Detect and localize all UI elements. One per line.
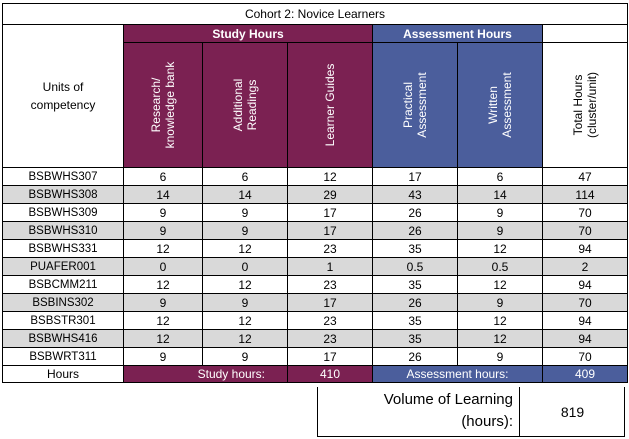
col-total-line2: (cluster/unit)	[585, 71, 599, 139]
written-value: 0.5	[458, 258, 543, 276]
research-value: 12	[124, 312, 203, 330]
col-total	[543, 43, 628, 168]
practical-value: 0.5	[373, 258, 458, 276]
unit-code: BSBWHS331	[3, 240, 124, 258]
col-research-line1: Research/	[149, 77, 163, 133]
total-group-blank	[543, 25, 628, 43]
volume-label-line2: (hours):	[461, 413, 513, 430]
written-value: 12	[458, 312, 543, 330]
col-readings	[203, 43, 288, 168]
unit-code: BSBWHS308	[3, 186, 124, 204]
col-guides-line1: Learner Guides	[323, 63, 337, 147]
written-value: 12	[458, 330, 543, 348]
units-header	[3, 25, 124, 168]
hours-table	[2, 3, 628, 383]
unit-code: BSBWHS309	[3, 204, 124, 222]
guides-value: 17	[288, 204, 373, 222]
guides-value: 17	[288, 294, 373, 312]
units-header-line1: Units of	[42, 80, 84, 94]
col-practical-line1: Practical	[401, 82, 415, 129]
study-hours-value: 410	[288, 366, 373, 383]
written-value: 12	[458, 240, 543, 258]
total-value: 94	[543, 240, 628, 258]
units-header-line2: competency	[30, 98, 96, 112]
total-value: 2	[543, 258, 628, 276]
written-value: 6	[458, 168, 543, 186]
guides-value: 12	[288, 168, 373, 186]
practical-value: 35	[373, 276, 458, 294]
study-hours-label: Study hours:	[124, 366, 288, 383]
table-row	[3, 276, 628, 294]
unit-code: BSBWHS310	[3, 222, 124, 240]
col-total-line1: Total Hours	[571, 74, 585, 136]
readings-value: 12	[203, 276, 288, 294]
table-row	[3, 312, 628, 330]
table-row	[3, 168, 628, 186]
unit-code: PUAFER001	[3, 258, 124, 276]
readings-value: 12	[203, 330, 288, 348]
assessment-hours-group: Assessment Hours	[373, 25, 543, 43]
readings-value: 14	[203, 186, 288, 204]
readings-value: 0	[203, 258, 288, 276]
table-row	[3, 204, 628, 222]
col-practical-line2: Assessment	[415, 72, 429, 138]
research-value: 12	[124, 276, 203, 294]
research-value: 0	[124, 258, 203, 276]
research-value: 14	[124, 186, 203, 204]
unit-code: BSBSTR301	[3, 312, 124, 330]
unit-code: BSBWHS416	[3, 330, 124, 348]
practical-value: 43	[373, 186, 458, 204]
col-practical	[373, 43, 458, 168]
research-value: 9	[124, 348, 203, 366]
practical-value: 35	[373, 240, 458, 258]
table-row	[3, 294, 628, 312]
research-value: 9	[124, 204, 203, 222]
written-value: 9	[458, 348, 543, 366]
readings-value: 6	[203, 168, 288, 186]
volume-value: 819	[560, 403, 585, 420]
written-value: 9	[458, 294, 543, 312]
total-value: 70	[543, 204, 628, 222]
unit-code: BSBINS302	[3, 294, 124, 312]
practical-value: 35	[373, 312, 458, 330]
unit-code: BSBWRT311	[3, 348, 124, 366]
volume-of-learning-box	[317, 387, 625, 437]
col-research-line2: knowledge bank	[163, 61, 177, 149]
hours-table-wrapper	[2, 3, 628, 383]
table-row	[3, 186, 628, 204]
volume-label-line1: Volume of Learning	[383, 391, 513, 408]
guides-value: 23	[288, 312, 373, 330]
table-row	[3, 222, 628, 240]
table-row	[3, 258, 628, 276]
volume-label	[318, 387, 520, 436]
guides-value: 23	[288, 330, 373, 348]
written-value: 12	[458, 276, 543, 294]
guides-value: 1	[288, 258, 373, 276]
readings-value: 9	[203, 222, 288, 240]
total-value: 94	[543, 312, 628, 330]
research-value: 6	[124, 168, 203, 186]
unit-code: BSBWHS307	[3, 168, 124, 186]
practical-value: 35	[373, 330, 458, 348]
col-readings-line1: Additional	[231, 78, 245, 132]
total-value: 70	[543, 294, 628, 312]
practical-value: 26	[373, 204, 458, 222]
readings-value: 12	[203, 240, 288, 258]
table-title: Cohort 2: Novice Learners	[3, 4, 628, 25]
written-value: 9	[458, 222, 543, 240]
practical-value: 26	[373, 348, 458, 366]
table-row	[3, 240, 628, 258]
total-value: 70	[543, 222, 628, 240]
unit-code: BSBCMM211	[3, 276, 124, 294]
assessment-hours-label: Assessment hours:	[373, 366, 543, 383]
guides-value: 17	[288, 348, 373, 366]
total-value: 114	[543, 186, 628, 204]
readings-value: 9	[203, 204, 288, 222]
readings-value: 12	[203, 312, 288, 330]
practical-value: 26	[373, 294, 458, 312]
total-value: 94	[543, 276, 628, 294]
written-value: 9	[458, 204, 543, 222]
study-hours-group: Study Hours	[124, 25, 373, 43]
table-row	[3, 330, 628, 348]
hours-label: Hours	[3, 366, 124, 383]
practical-value: 26	[373, 222, 458, 240]
col-written-line1: Written	[486, 86, 500, 124]
table-row	[3, 348, 628, 366]
col-guides	[288, 43, 373, 168]
guides-value: 23	[288, 276, 373, 294]
research-value: 12	[124, 330, 203, 348]
col-readings-line2: Readings	[245, 79, 259, 131]
research-value: 12	[124, 240, 203, 258]
col-written	[458, 43, 543, 168]
research-value: 9	[124, 294, 203, 312]
col-research	[124, 43, 203, 168]
guides-value: 29	[288, 186, 373, 204]
guides-value: 17	[288, 222, 373, 240]
assessment-hours-value: 409	[543, 366, 628, 383]
written-value: 14	[458, 186, 543, 204]
total-value: 94	[543, 330, 628, 348]
readings-value: 9	[203, 348, 288, 366]
practical-value: 17	[373, 168, 458, 186]
total-value: 70	[543, 348, 628, 366]
guides-value: 23	[288, 240, 373, 258]
readings-value: 9	[203, 294, 288, 312]
hours-summary-row	[3, 366, 628, 383]
total-value: 47	[543, 168, 628, 186]
col-written-line2: Assessment	[500, 72, 514, 138]
research-value: 9	[124, 222, 203, 240]
